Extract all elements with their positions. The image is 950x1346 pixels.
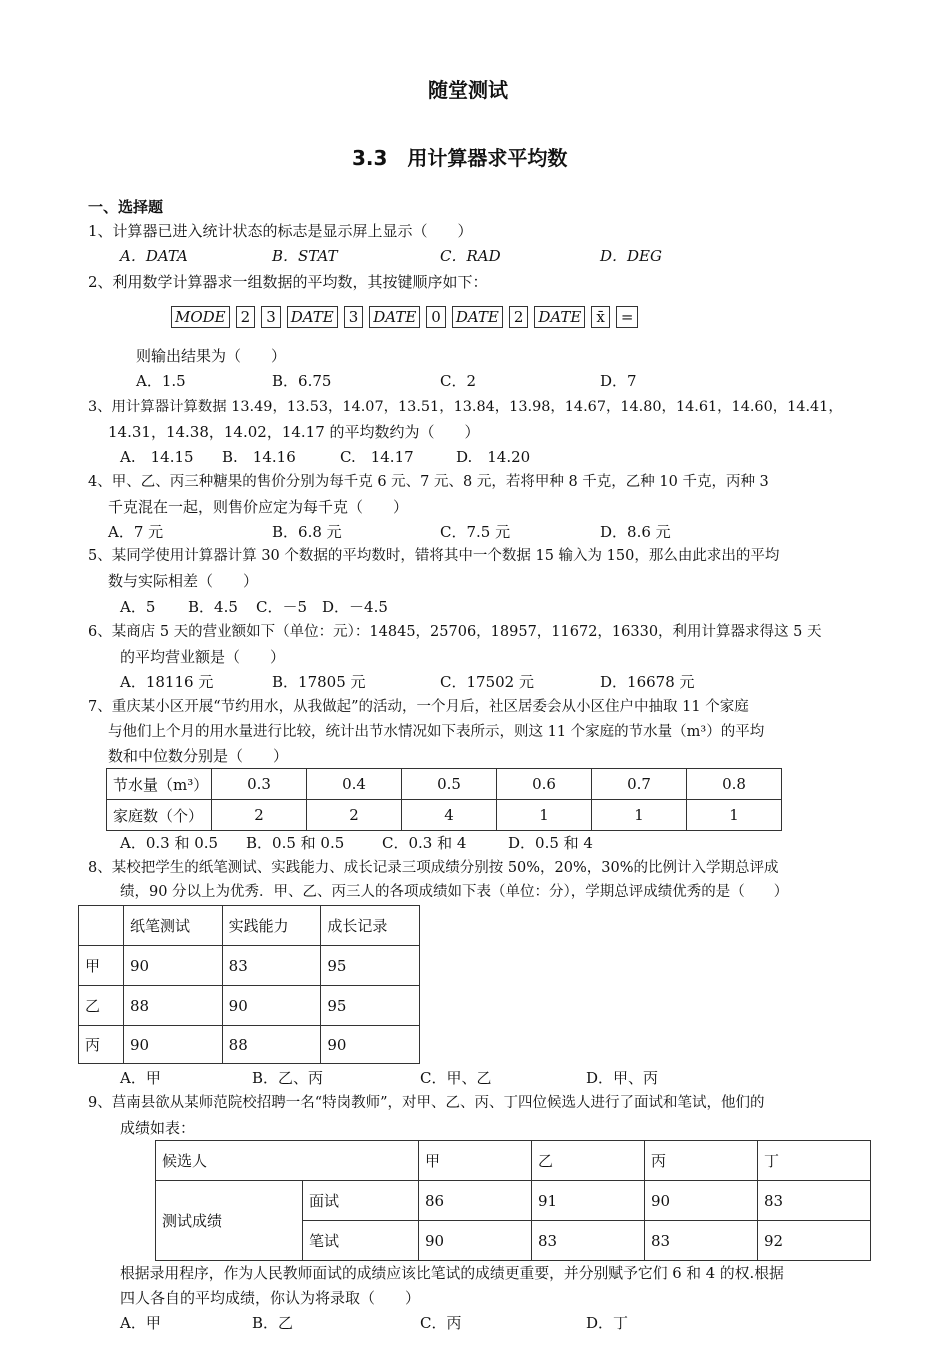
table-cell: 成长记录: [321, 906, 420, 946]
table-cell: 90: [222, 986, 321, 1026]
question-8-stem-line1: 8、某校把学生的纸笔测试、实践能力、成长记录三项成绩分别按 50%，20%，30%的比例计入学期总评成: [88, 860, 779, 876]
table-cell: [79, 906, 124, 946]
question-2-followup: 则输出结果为（ ）: [136, 347, 287, 365]
table-cell: 83: [222, 946, 321, 986]
table-cell: 83: [645, 1221, 758, 1261]
question-4-stem-line2: 千克混在一起，则售价应定为每千克（ ）: [108, 498, 409, 516]
page-subtitle: 3.3 用计算器求平均数: [352, 146, 568, 170]
table-cell: 90: [321, 1026, 420, 1064]
table-cell: 1: [592, 800, 687, 831]
table-cell: 90: [645, 1181, 758, 1221]
q6-option-c: C．17502 元: [440, 673, 534, 691]
table-cell: 83: [758, 1181, 871, 1221]
table-cell: 节水量（m³）: [107, 769, 212, 800]
q6-option-d: D．16678 元: [600, 673, 695, 691]
key-digit: 3: [261, 306, 281, 328]
table-cell: 83: [532, 1221, 645, 1261]
table-cell: 88: [222, 1026, 321, 1064]
q1-option-b: B．STAT: [272, 247, 338, 265]
table-cell: 86: [419, 1181, 532, 1221]
q9-option-a: A．甲: [120, 1314, 161, 1332]
page-title: 随堂测试: [428, 78, 508, 102]
q7-option-a: A．0.3 和 0.5: [120, 834, 219, 852]
q3-option-c: C. 14.17: [340, 448, 414, 466]
key-date: DATE: [287, 306, 338, 328]
q8-option-b: B．乙、丙: [252, 1069, 324, 1087]
table-cell: 90: [124, 1026, 223, 1064]
table-cell: 纸笔测试: [124, 906, 223, 946]
q2-option-b: B．6.75: [272, 372, 332, 390]
question-3-stem-line2: 14.31，14.38，14.02，14.17 的平均数约为（ ）: [108, 423, 480, 441]
key-digit: 0: [426, 306, 446, 328]
key-mean: x̄: [591, 306, 609, 328]
table-cell: 92: [758, 1221, 871, 1261]
key-date: DATE: [452, 306, 503, 328]
table-cell: 乙: [79, 986, 124, 1026]
q4-option-d: D．8.6 元: [600, 523, 671, 541]
table-cell: 甲: [419, 1141, 532, 1181]
table-cell: 丙: [645, 1141, 758, 1181]
question-7-stem-line2: 与他们上个月的用水量进行比较，统计出节水情况如下表所示，则这 11 个家庭的节水量（m³）的平均: [108, 724, 765, 740]
q7-option-b: B．0.5 和 0.5: [246, 834, 345, 852]
question-9-followup-line1: 根据录用程序，作为人民教师面试的成绩应该比笔试的成绩更重要，并分别赋予它们 6 和 4 的权.根据: [120, 1265, 784, 1282]
table-cell: 0.7: [592, 769, 687, 800]
q5-option-d: D．－4.5: [322, 598, 388, 616]
q3-option-d: D. 14.20: [456, 448, 531, 466]
question-9-followup-line2: 四人各自的平均成绩，你认为将录取（ ）: [120, 1289, 421, 1307]
table-cell: 91: [532, 1181, 645, 1221]
table-cell: 丙: [79, 1026, 124, 1064]
table-cell: 90: [419, 1221, 532, 1261]
table-cell: 0.5: [402, 769, 497, 800]
question-8-stem-line2: 绩，90 分以上为优秀．甲、乙、丙三人的各项成绩如下表（单位：分），学期总评成绩优秀的是（ ）: [120, 884, 789, 900]
question-5-stem-line2: 数与实际相差（ ）: [108, 572, 259, 590]
table-cell: 笔试: [303, 1221, 419, 1261]
candidate-table: [155, 1140, 871, 1261]
question-6-stem-line1: 6、某商店 5 天的营业额如下（单位：元）：14845，25706，18957，11672，16330，利用计算器求得这 5 天: [88, 624, 822, 640]
table-cell: 0.8: [687, 769, 782, 800]
key-equals: =: [616, 306, 639, 328]
q5-option-a: A．5: [120, 598, 156, 616]
question-9-stem-line1: 9、莒南县欲从某师范院校招聘一名“特岗教师”，对甲、乙、丙、丁四位候选人进行了面试和笔试，他们的: [88, 1095, 765, 1111]
q8-option-a: A．甲: [120, 1069, 161, 1087]
q7-option-d: D．0.5 和 4: [508, 834, 593, 852]
q6-option-b: B．17805 元: [272, 673, 366, 691]
q5-option-b: B．4.5: [188, 598, 238, 616]
question-2-stem: 2、利用数学计算器求一组数据的平均数，其按键顺序如下：: [88, 273, 488, 291]
table-cell: 4: [402, 800, 497, 831]
table-cell: 0.3: [212, 769, 307, 800]
q9-option-d: D．丁: [586, 1314, 629, 1332]
table-cell: 90: [124, 946, 223, 986]
question-9-stem-line2: 成绩如表：: [120, 1119, 196, 1137]
key-mode: MODE: [171, 306, 230, 328]
q9-option-c: C．丙: [420, 1314, 462, 1332]
q4-option-a: A．7 元: [108, 523, 164, 541]
q3-option-b: B. 14.16: [222, 448, 296, 466]
question-3-stem-line1: 3、用计算器计算数据 13.49，13.53，14.07，13.51，13.84，13.98，14.67，14.80，14.61，14.60，14.41，: [88, 399, 843, 415]
table-cell: 0.6: [497, 769, 592, 800]
question-1-stem: 1、计算器已进入统计状态的标志是显示屏上显示（ ）: [88, 222, 473, 240]
question-6-stem-line2: 的平均营业额是（ ）: [120, 648, 286, 666]
table-cell: 2: [212, 800, 307, 831]
key-date: DATE: [534, 306, 585, 328]
table-cell: 1: [687, 800, 782, 831]
q4-option-b: B．6.8 元: [272, 523, 342, 541]
q2-option-a: A．1.5: [136, 372, 186, 390]
water-saving-table: [106, 768, 782, 831]
key-digit: 2: [509, 306, 529, 328]
table-cell: 88: [124, 986, 223, 1026]
q6-option-a: A．18116 元: [120, 673, 214, 691]
q9-option-b: B．乙: [252, 1314, 294, 1332]
table-cell: 0.4: [307, 769, 402, 800]
q8-option-d: D．甲、丙: [586, 1069, 659, 1087]
table-cell: 1: [497, 800, 592, 831]
q3-option-a: A. 14.15: [120, 448, 194, 466]
q1-option-a: A．DATA: [120, 247, 188, 265]
table-cell: 2: [307, 800, 402, 831]
key-digit: 2: [236, 306, 256, 328]
table-cell: 甲: [79, 946, 124, 986]
table-cell: 95: [321, 986, 420, 1026]
q1-option-d: D．DEG: [600, 247, 662, 265]
table-cell: 面试: [303, 1181, 419, 1221]
table-cell: 95: [321, 946, 420, 986]
key-date: DATE: [369, 306, 420, 328]
q1-option-c: C．RAD: [440, 247, 501, 265]
section-heading: 一、选择题: [88, 198, 164, 216]
question-7-stem-line3: 数和中位数分别是（ ）: [108, 747, 289, 765]
score-table: [78, 905, 420, 1064]
question-7-stem-line1: 7、重庆某小区开展“节约用水，从我做起”的活动，一个月后，社区居委会从小区住户中抽取 11 个家庭: [88, 699, 749, 715]
q5-option-c: C．－5: [256, 598, 308, 616]
table-cell: 乙: [532, 1141, 645, 1181]
question-4-stem-line1: 4、甲、乙、丙三种糖果的售价分别为每千克 6 元、7 元、8 元，若将甲种 8 千克，乙种 10 千克，丙种 3: [88, 474, 769, 490]
q7-option-c: C．0.3 和 4: [382, 834, 467, 852]
table-cell: 丁: [758, 1141, 871, 1181]
question-5-stem-line1: 5、某同学使用计算器计算 30 个数据的平均数时，错将其中一个数据 15 输入为 150，那么由此求出的平均: [88, 548, 780, 564]
table-cell: 实践能力: [222, 906, 321, 946]
q4-option-c: C．7.5 元: [440, 523, 511, 541]
q2-option-d: D．7: [600, 372, 637, 390]
q8-option-c: C．甲、乙: [420, 1069, 492, 1087]
key-digit: 3: [344, 306, 364, 328]
key-sequence: [171, 306, 638, 328]
table-cell: 候选人: [156, 1141, 419, 1181]
q2-option-c: C．2: [440, 372, 477, 390]
table-cell: 测试成绩: [156, 1181, 303, 1261]
table-cell: 家庭数（个）: [107, 800, 212, 831]
